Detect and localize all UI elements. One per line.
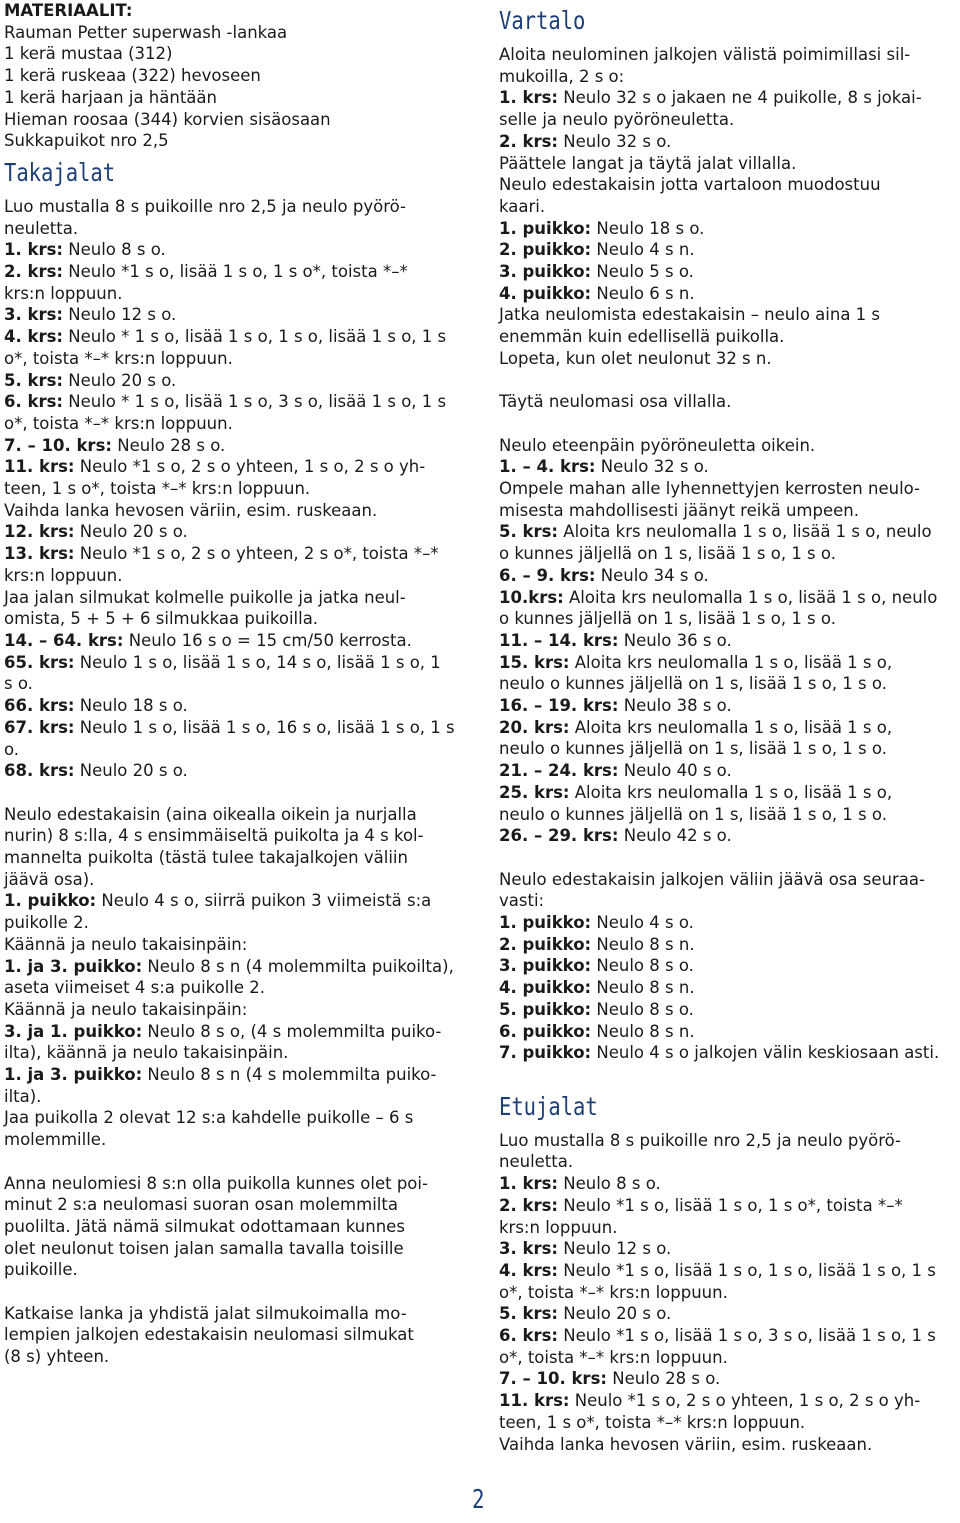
- line-text: Aloita krs neulomalla 1 s o, lisää 1 s o, neulo: [558, 522, 932, 542]
- line-text: Neulo 4 s o, siirrä puikon 3 viimeistä s:a: [96, 891, 432, 911]
- text-line: [4, 1238, 470, 1260]
- text-line: [4, 304, 470, 326]
- line-text: Rauman Petter superwash -lankaa: [4, 22, 288, 42]
- line-text: Aloita krs neulomalla 1 s o, lisää 1 s o, neulo: [563, 587, 938, 607]
- line-text: neulo o kunnes jäljellä on 1 s, lisää 1 s o, 1 s o.: [499, 804, 887, 824]
- text-line: [4, 0, 470, 22]
- line-text: neuletta.: [4, 218, 79, 238]
- text-line: [499, 109, 959, 131]
- text-line: [4, 1259, 470, 1281]
- row-label: MATERIAALIT:: [4, 1, 133, 20]
- row-label: 1. puikko:: [499, 218, 592, 238]
- line-text: Aloita krs neulomalla 1 s o, lisää 1 s o,: [569, 652, 893, 672]
- row-label: 3. krs:: [4, 305, 64, 325]
- row-label: 6. krs:: [499, 1326, 559, 1346]
- row-label: 7. puikko:: [499, 1043, 592, 1063]
- text-line: [4, 1107, 470, 1129]
- text-line: [4, 1064, 470, 1086]
- row-label: 3. puikko:: [499, 262, 592, 282]
- line-text: mukoilla, 2 s o:: [499, 66, 625, 86]
- text-line: [4, 717, 470, 739]
- text-line: [4, 956, 470, 978]
- row-label: 66. krs:: [4, 696, 75, 716]
- text-line: [499, 608, 959, 630]
- text-line: [499, 261, 959, 283]
- line-text: Neulo 16 s o = 15 cm/50 kerrosta.: [123, 630, 412, 650]
- text-line: [4, 890, 470, 912]
- text-line: [499, 1130, 959, 1152]
- section-heading: Takajalat: [4, 157, 116, 187]
- line-text: puolilta. Jätä nämä silmukat odottamaan kunnes: [4, 1216, 405, 1236]
- row-label: 5. krs:: [4, 370, 64, 390]
- text-line: [499, 1195, 959, 1217]
- text-line: [4, 977, 470, 999]
- blank-line: [499, 1064, 959, 1086]
- row-label: 2. puikko:: [499, 934, 592, 954]
- row-label: 4. puikko:: [499, 283, 592, 303]
- line-text: Neulo 8 s n (4 s molemmilta puiko-: [142, 1065, 437, 1085]
- row-label: 1. ja 3. puikko:: [4, 1065, 143, 1085]
- row-label: 2. krs:: [499, 131, 559, 151]
- line-text: krs:n loppuun.: [499, 1217, 618, 1237]
- line-text: Neulo 8 s n.: [591, 978, 695, 998]
- line-text: minut 2 s:a neulomasi suoran osan molemmilta: [4, 1195, 398, 1215]
- text-line: [499, 912, 959, 934]
- line-text: Neulo 8 s n.: [591, 934, 695, 954]
- text-line: [4, 695, 470, 717]
- line-text: Neulo * 1 s o, lisää 1 s o, 3 s o, lisää 1 s o, 1 s: [63, 392, 447, 412]
- line-text: Neulo 8 s o.: [591, 956, 694, 976]
- line-text: Neulo 8 s n (4 molemmilta puikoilta),: [142, 956, 454, 976]
- text-line: [499, 825, 959, 847]
- row-label: 2. krs:: [4, 262, 64, 282]
- line-text: Neulo 8 s o.: [591, 999, 694, 1019]
- line-text: kaari.: [499, 196, 546, 216]
- line-text: neulo o kunnes jäljellä on 1 s, lisää 1 s o, 1 s o.: [499, 739, 887, 759]
- line-text: Neulo *1 s o, lisää 1 s o, 1 s o*, toista *–*: [63, 262, 408, 282]
- text-line: [499, 1390, 959, 1412]
- line-text: Vaihda lanka hevosen väriin, esim. ruskeaan.: [4, 500, 378, 520]
- text-line: [499, 1021, 959, 1043]
- line-text: Luo mustalla 8 s puikoille nro 2,5 ja neulo pyörö-: [4, 196, 406, 216]
- line-text: Sukkapuikot nro 2,5: [4, 131, 169, 151]
- text-line: [4, 869, 470, 891]
- row-label: 12. krs:: [4, 522, 75, 542]
- line-text: Neulo edestakaisin jalkojen väliin jäävä osa seuraa-: [499, 869, 925, 889]
- line-text: Neulo 20 s o.: [74, 522, 188, 542]
- blank-line: [4, 1281, 470, 1303]
- text-line: [4, 239, 470, 261]
- text-line: [499, 1434, 959, 1456]
- line-text: o*, toista *–* krs:n loppuun.: [499, 1347, 728, 1367]
- text-line: [4, 1086, 470, 1108]
- line-text: Neulo * 1 s o, lisää 1 s o, 1 s o, lisää 1 s o, 1 s: [63, 327, 447, 347]
- row-label: 21. – 24. krs:: [499, 761, 619, 781]
- line-text: neulo o kunnes jäljellä on 1 s, lisää 1 s o, 1 s o.: [499, 674, 887, 694]
- text-line: [499, 782, 959, 804]
- line-text: Neulo 32 s o.: [595, 457, 709, 477]
- line-text: krs:n loppuun.: [4, 565, 123, 585]
- text-line: [499, 239, 959, 261]
- text-line: [499, 326, 959, 348]
- text-line: [4, 1129, 470, 1151]
- text-line: [499, 804, 959, 826]
- line-text: teen, 1 s o*, toista *–* krs:n loppuun.: [499, 1412, 806, 1432]
- text-line: [4, 760, 470, 782]
- text-line: [499, 66, 959, 88]
- line-text: teen, 1 s o*, toista *–* krs:n loppuun.: [4, 479, 311, 499]
- row-label: 4. krs:: [4, 327, 64, 347]
- line-text: 1 kerä mustaa (312): [4, 44, 173, 64]
- line-text: Neulo 34 s o.: [595, 565, 709, 585]
- line-text: Neulo *1 s o, lisää 1 s o, 1 s o, lisää 1 s o, 1 s: [558, 1260, 936, 1280]
- line-text: Neulo 38 s o.: [618, 696, 732, 716]
- line-text: Neulo 8 s o.: [558, 1174, 661, 1194]
- line-text: o*, toista *–* krs:n loppuun.: [4, 348, 233, 368]
- line-text: omista, 5 + 5 + 6 silmukkaa puikoilla.: [4, 609, 319, 629]
- text-line: [4, 630, 470, 652]
- text-line: [499, 695, 959, 717]
- row-label: 11. – 14. krs:: [499, 630, 619, 650]
- text-line: [4, 587, 470, 609]
- line-text: Neulo *1 s o, lisää 1 s o, 3 s o, lisää 1 s o, 1 s: [558, 1326, 936, 1346]
- line-text: Täytä neulomasi osa villalla.: [499, 392, 732, 412]
- text-line: [4, 261, 470, 283]
- text-line: [499, 890, 959, 912]
- section-heading: Vartalo: [499, 6, 586, 35]
- text-line: [4, 1021, 470, 1043]
- line-text: o.: [4, 739, 20, 759]
- line-text: Päättele langat ja täytä jalat villalla.: [499, 153, 797, 173]
- line-text: Neulo 28 s o.: [607, 1369, 721, 1389]
- line-text: nurin) 8 s:lla, 4 s ensimmäiseltä puikolta ja 4 s kol-: [4, 826, 424, 846]
- right-column: [499, 0, 959, 1455]
- row-label: 3. ja 1. puikko:: [4, 1021, 143, 1041]
- text-line: [4, 283, 470, 305]
- line-text: misesta mahdollisesti jäänyt reikä umpeen.: [499, 500, 859, 520]
- text-line: [4, 326, 470, 348]
- text-line: [499, 955, 959, 977]
- blank-line: [499, 413, 959, 435]
- text-line: [4, 196, 470, 218]
- text-line: [4, 348, 470, 370]
- row-label: 5. puikko:: [499, 999, 592, 1019]
- row-label: 1. ja 3. puikko:: [4, 956, 143, 976]
- text-line: [4, 543, 470, 565]
- text-line: [499, 1325, 959, 1347]
- line-text: Käännä ja neulo takaisinpäin:: [4, 999, 248, 1019]
- line-text: Neulo *1 s o, 2 s o yhteen, 2 s o*, toista *–*: [74, 544, 439, 564]
- row-label: 16. – 19. krs:: [499, 696, 619, 716]
- line-text: olet neulonut toisen jalan samalla tavalla toisille: [4, 1238, 404, 1258]
- text-line: [499, 934, 959, 956]
- row-label: 4. puikko:: [499, 978, 592, 998]
- text-line: [499, 1151, 959, 1173]
- line-text: neuletta.: [499, 1152, 574, 1172]
- text-line: [4, 652, 470, 674]
- row-label: 10.krs:: [499, 587, 564, 607]
- line-text: Neulo 4 s o jalkojen välin keskiosaan asti.: [591, 1043, 940, 1063]
- row-label: 26. – 29. krs:: [499, 826, 619, 846]
- row-label: 1. krs:: [4, 240, 64, 260]
- row-label: 4. krs:: [499, 1260, 559, 1280]
- text-line: [499, 1260, 959, 1282]
- line-text: Neulo 40 s o.: [618, 761, 732, 781]
- text-line: [4, 370, 470, 392]
- line-text: molemmille.: [4, 1130, 107, 1150]
- line-text: Vaihda lanka hevosen väriin, esim. ruskeaan.: [499, 1434, 873, 1454]
- line-text: Neulo *1 s o, lisää 1 s o, 1 s o*, toista *–*: [558, 1195, 903, 1215]
- text-line: [499, 760, 959, 782]
- row-label: 3. puikko:: [499, 956, 592, 976]
- line-text: Neulo 5 s o.: [591, 262, 694, 282]
- row-label: 5. krs:: [499, 1304, 559, 1324]
- text-line: [499, 1368, 959, 1390]
- row-label: 5. krs:: [499, 522, 559, 542]
- text-line: [4, 1173, 470, 1195]
- line-text: Neulo 8 s n.: [591, 1021, 695, 1041]
- line-text: Neulo edestakaisin jotta vartaloon muodostuu: [499, 175, 881, 195]
- line-text: Neulo 18 s o.: [74, 696, 188, 716]
- text-line: [4, 847, 470, 869]
- text-line: [4, 1303, 470, 1325]
- section-heading: Etujalat: [499, 1091, 598, 1121]
- line-text: Luo mustalla 8 s puikoille nro 2,5 ja neulo pyörö-: [499, 1130, 901, 1150]
- text-line: [499, 543, 959, 565]
- row-label: 25. krs:: [499, 782, 570, 802]
- line-text: Neulo *1 s o, 2 s o yhteen, 1 s o, 2 s o yh-: [569, 1391, 921, 1411]
- line-text: puikoille.: [4, 1260, 78, 1280]
- line-text: selle ja neulo pyöröneuletta.: [499, 110, 735, 130]
- line-text: Neulo 8 s o, (4 s molemmilta puiko-: [142, 1021, 442, 1041]
- text-line: [499, 1347, 959, 1369]
- text-line: [499, 1217, 959, 1239]
- line-text: o kunnes jäljellä on 1 s, lisää 1 s o, 1 s o.: [499, 544, 836, 564]
- text-line: [4, 391, 470, 413]
- text-line: [4, 608, 470, 630]
- text-line: [499, 283, 959, 305]
- row-label: 7. – 10. krs:: [4, 435, 112, 455]
- row-label: 6. puikko:: [499, 1021, 592, 1041]
- left-column: [4, 0, 470, 1368]
- line-text: 1 kerä harjaan ja häntään: [4, 87, 217, 107]
- line-text: o*, toista *–* krs:n loppuun.: [499, 1282, 728, 1302]
- line-text: Neulo 32 s o.: [558, 131, 672, 151]
- row-label: 1. puikko:: [4, 891, 97, 911]
- row-label: 15. krs:: [499, 652, 570, 672]
- text-line: [499, 565, 959, 587]
- page-number: 2: [472, 1485, 485, 1515]
- text-line: [4, 521, 470, 543]
- text-line: [499, 1173, 959, 1195]
- text-line: [499, 196, 959, 218]
- row-label: 6. krs:: [4, 392, 64, 412]
- line-text: Neulo 20 s o.: [558, 1304, 672, 1324]
- text-line: [4, 456, 470, 478]
- line-text: Lopeta, kun olet neulonut 32 s n.: [499, 348, 772, 368]
- line-text: mannelta puikolta (tästä tulee takajalkojen väliin: [4, 848, 408, 867]
- text-line: [4, 500, 470, 522]
- blank-line: [499, 847, 959, 869]
- line-text: Neulo eteenpäin pyöröneuletta oikein.: [499, 435, 816, 455]
- text-line: [4, 1194, 470, 1216]
- line-text: Neulo 12 s o.: [63, 305, 177, 325]
- text-line: [499, 174, 959, 196]
- text-line: [4, 934, 470, 956]
- text-line: [4, 1216, 470, 1238]
- row-label: 67. krs:: [4, 717, 75, 737]
- row-label: 3. krs:: [499, 1239, 559, 1259]
- row-label: 7. – 10. krs:: [499, 1369, 607, 1389]
- row-label: 1. krs:: [499, 88, 559, 108]
- blank-line: [4, 782, 470, 804]
- row-label: 1. – 4. krs:: [499, 457, 596, 477]
- line-text: Neulo 4 s o.: [591, 913, 694, 933]
- line-text: Neulo edestakaisin (aina oikealla oikein ja nurjalla: [4, 804, 417, 824]
- blank-line: [499, 370, 959, 392]
- line-text: enemmän kuin edellisellä puikolla.: [499, 327, 785, 347]
- text-line: [499, 131, 959, 153]
- line-text: Neulo 36 s o.: [618, 630, 732, 650]
- text-line: [499, 1412, 959, 1434]
- line-text: Jaa puikolla 2 olevat 12 s:a kahdelle puikolle – 6 s: [4, 1108, 414, 1128]
- text-line: [4, 413, 470, 435]
- text-line: [4, 109, 470, 131]
- line-text: Jaa jalan silmukat kolmelle puikolle ja jatka neul-: [4, 587, 406, 607]
- text-line: [4, 1042, 470, 1064]
- line-text: o*, toista *–* krs:n loppuun.: [4, 413, 233, 433]
- text-line: [4, 22, 470, 44]
- text-line: [499, 521, 959, 543]
- text-line: [4, 65, 470, 87]
- row-label: 1. puikko:: [499, 913, 592, 933]
- text-line: [499, 87, 959, 109]
- row-label: 6. – 9. krs:: [499, 565, 596, 585]
- line-text: vasti:: [499, 891, 545, 911]
- line-text: krs:n loppuun.: [4, 283, 123, 303]
- text-line: [499, 1303, 959, 1325]
- text-line: [4, 1346, 470, 1368]
- line-text: Neulo 4 s n.: [591, 240, 695, 260]
- row-label: 11. krs:: [499, 1391, 570, 1411]
- text-line: [4, 565, 470, 587]
- line-text: Neulo 6 s n.: [591, 283, 695, 303]
- text-line: [4, 478, 470, 500]
- text-line: [499, 1042, 959, 1064]
- line-text: Katkaise lanka ja yhdistä jalat silmukoimalla mo-: [4, 1303, 407, 1323]
- line-text: Neulo 12 s o.: [558, 1239, 672, 1259]
- text-line: [499, 738, 959, 760]
- text-line: [4, 1324, 470, 1346]
- line-text: lempien jalkojen edestakaisin neulomasi silmukat: [4, 1325, 414, 1345]
- text-line: [499, 500, 959, 522]
- row-label: 65. krs:: [4, 652, 75, 672]
- text-line: [4, 218, 470, 240]
- line-text: Neulo 42 s o.: [618, 826, 732, 846]
- line-text: Käännä ja neulo takaisinpäin:: [4, 934, 248, 954]
- line-text: ilta), käännä ja neulo takaisinpäin.: [4, 1043, 289, 1063]
- line-text: Aloita krs neulomalla 1 s o, lisää 1 s o,: [569, 782, 893, 802]
- line-text: Aloita neulominen jalkojen välistä poimimillasi sil-: [499, 45, 911, 64]
- blank-line: [4, 1151, 470, 1173]
- text-line: [499, 435, 959, 457]
- line-text: ilta).: [4, 1086, 42, 1106]
- line-text: Neulo *1 s o, 2 s o yhteen, 1 s o, 2 s o yh-: [74, 457, 426, 477]
- line-text: (8 s) yhteen.: [4, 1347, 110, 1367]
- row-label: 20. krs:: [499, 717, 570, 737]
- line-text: o kunnes jäljellä on 1 s, lisää 1 s o, 1 s o.: [499, 609, 836, 629]
- row-label: 2. krs:: [499, 1195, 559, 1215]
- text-line: [499, 348, 959, 370]
- text-line: [499, 456, 959, 478]
- text-line: [4, 130, 470, 152]
- text-line: [499, 999, 959, 1021]
- line-text: Neulo 32 s o jakaen ne 4 puikolle, 8 s jokai-: [558, 88, 922, 108]
- text-line: [499, 869, 959, 891]
- line-text: jäävä osa).: [4, 869, 95, 889]
- line-text: Neulo 1 s o, lisää 1 s o, 16 s o, lisää 1 s o, 1 s: [74, 717, 455, 737]
- text-line: [499, 977, 959, 999]
- text-line: [4, 739, 470, 761]
- text-line: [4, 435, 470, 457]
- text-line: [499, 587, 959, 609]
- text-line: [499, 218, 959, 240]
- text-line: [4, 43, 470, 65]
- text-line: [499, 717, 959, 739]
- line-text: Neulo 8 s o.: [63, 240, 166, 260]
- text-line: [499, 1282, 959, 1304]
- line-text: Neulo 1 s o, lisää 1 s o, 14 s o, lisää 1 s o, 1: [74, 652, 441, 672]
- text-line: [4, 804, 470, 826]
- line-text: 1 kerä ruskeaa (322) hevoseen: [4, 66, 261, 86]
- text-line: [499, 630, 959, 652]
- line-text: Neulo 20 s o.: [74, 761, 188, 781]
- text-line: [4, 825, 470, 847]
- line-text: Neulo 20 s o.: [63, 370, 177, 390]
- line-text: s o.: [4, 674, 33, 694]
- line-text: Aloita krs neulomalla 1 s o, lisää 1 s o,: [569, 717, 893, 737]
- text-line: [499, 44, 959, 66]
- row-label: 13. krs:: [4, 544, 75, 564]
- text-line: [499, 153, 959, 175]
- text-line: [499, 1238, 959, 1260]
- line-text: Anna neulomiesi 8 s:n olla puikolla kunnes olet poi-: [4, 1173, 428, 1193]
- line-text: Hieman roosaa (344) korvien sisäosaan: [4, 109, 331, 129]
- text-line: [499, 391, 959, 413]
- text-line: [4, 87, 470, 109]
- line-text: Neulo 18 s o.: [591, 218, 705, 238]
- line-text: puikolle 2.: [4, 913, 89, 933]
- row-label: 14. – 64. krs:: [4, 630, 124, 650]
- line-text: Neulo 28 s o.: [112, 435, 226, 455]
- text-line: [499, 673, 959, 695]
- text-line: [499, 304, 959, 326]
- text-line: [4, 673, 470, 695]
- line-text: aseta viimeiset 4 s:a puikolle 2.: [4, 978, 266, 998]
- text-line: [499, 652, 959, 674]
- text-line: [4, 999, 470, 1021]
- line-text: Ompele mahan alle lyhennettyjen kerrosten neulo-: [499, 479, 921, 499]
- text-line: [499, 478, 959, 500]
- text-line: [4, 912, 470, 934]
- row-label: 2. puikko:: [499, 240, 592, 260]
- line-text: Jatka neulomista edestakaisin – neulo aina 1 s: [499, 305, 881, 325]
- row-label: 68. krs:: [4, 761, 75, 781]
- row-label: 11. krs:: [4, 457, 75, 477]
- row-label: 1. krs:: [499, 1174, 559, 1194]
